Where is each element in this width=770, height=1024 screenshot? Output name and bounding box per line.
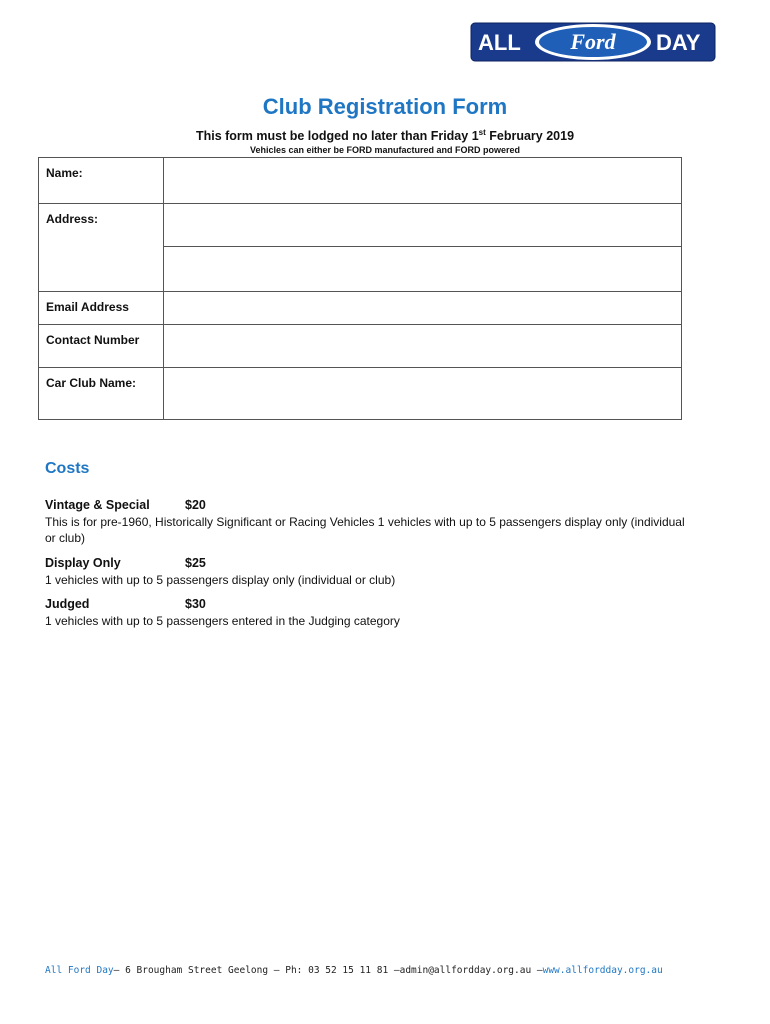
contact-label: Contact Number — [39, 325, 164, 368]
address-line-1-input[interactable] — [164, 204, 681, 246]
footer-address: – 6 Brougham Street Geelong – Ph: 03 52 15 11 81 –admin@allfordday.org.au – — [113, 965, 543, 976]
address-label: Address: — [39, 204, 164, 292]
address-line-2-input[interactable] — [164, 247, 681, 291]
cost-description: 1 vehicles with up to 5 passengers entered in the Judging category — [45, 614, 400, 628]
cost-description: 1 vehicles with up to 5 passengers display only (individual or club) — [45, 573, 396, 587]
footer-website-link[interactable]: www.allfordday.org.au — [542, 965, 663, 976]
page-title: Club Registration Form — [262, 94, 508, 119]
deadline-prefix: This form must be lodged no later than Friday 1 — [195, 129, 479, 144]
club-label: Car Club Name: — [39, 368, 164, 420]
cost-name: Display Only — [45, 556, 121, 570]
footer-org: All Ford Day — [45, 965, 114, 976]
email-field-cell — [164, 292, 682, 325]
footer — [45, 965, 663, 976]
deadline-superscript: st — [478, 128, 486, 137]
cost-name: Judged — [45, 597, 90, 611]
cost-price: $25 — [185, 556, 206, 570]
vehicles-note: Vehicles can either be FORD manufactured and FORD powered — [249, 145, 521, 155]
logo-center-word: Ford — [570, 29, 616, 54]
deadline-text — [0, 128, 770, 143]
cost-description: This is for pre-1960, Historically Significant or Racing Vehicles 1 vehicles with up to 5 passengers display only (individual or club) — [45, 515, 685, 545]
costs-heading: Costs — [45, 460, 90, 477]
name-input[interactable] — [164, 158, 681, 203]
address-line-1-cell — [164, 204, 682, 247]
club-name-input[interactable] — [164, 368, 681, 419]
logo-left-word: ALL — [478, 30, 521, 55]
cost-price: $20 — [185, 498, 206, 512]
cost-price: $30 — [185, 597, 206, 611]
name-field-cell — [164, 158, 682, 204]
email-input[interactable] — [164, 292, 681, 324]
logo-right-word: DAY — [656, 30, 701, 55]
address-line-2-cell — [164, 247, 682, 292]
registration-form-table — [38, 157, 682, 420]
all-ford-day-logo — [470, 22, 716, 62]
contact-field-cell — [164, 325, 682, 368]
name-label: Name: — [39, 158, 164, 204]
contact-input[interactable] — [164, 325, 681, 367]
cost-item-vintage — [45, 498, 685, 546]
cost-item-display — [45, 556, 685, 588]
club-field-cell — [164, 368, 682, 420]
cost-name: Vintage & Special — [45, 498, 150, 512]
email-label: Email Address — [39, 292, 164, 325]
deadline-suffix: February 2019 — [485, 129, 575, 144]
cost-item-judged — [45, 597, 685, 629]
